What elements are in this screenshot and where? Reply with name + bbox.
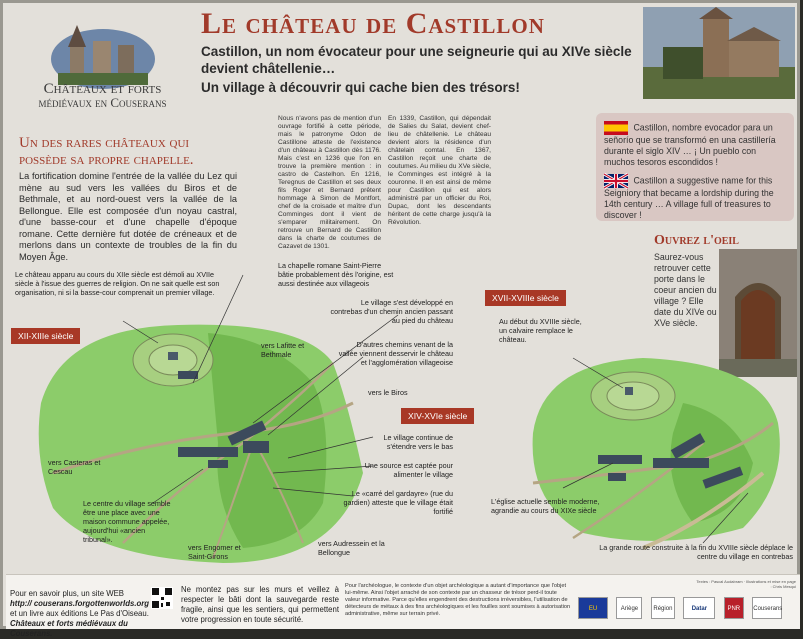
english-text: Castillon a suggestive name for this Seigniory that became a lordship during the 14th century … A village full of treasures to discover ! (604, 175, 774, 220)
note-route: La grande route construite à la fin du XVIIIe siècle déplace le centre du village en contrebas (599, 543, 793, 561)
spanish-text: Castillon, nombre evocador para un señorío que se transformó en una castillería durante el siglo XIV … ¡ Un pueblo con muchos tesoros escondidos ! (604, 122, 776, 167)
look-out-heading: Ouvrez l'oeil (654, 233, 739, 248)
safety-warning: Ne montez pas sur les murs et veillez à respecter le bâti dont la sauvegarde reste fragile, ainsi que les sentiers, qui permettent votre progression en toute sécurité. (181, 585, 339, 624)
era-badge-12-13: XII-XIIIe siècle (11, 328, 80, 344)
info-line-1: Pour en savoir plus, un site WEB (10, 589, 124, 598)
credits: Textes : Pascal Audabram · Illustrations et mise en page : Chris Mesqui (696, 579, 796, 589)
direction-biros: vers le Biros (368, 388, 408, 397)
pnr-logo: PNR (724, 597, 744, 619)
qr-code-icon[interactable] (151, 587, 173, 609)
note-source: Une source est captée pour alimenter le village (364, 461, 453, 479)
more-info (10, 589, 150, 639)
page-subtitle: Castillon, un nom évocateur pour une seigneurie qui au XIVe siècle devient châtellenie… (201, 44, 632, 76)
note-castle: Le château apparu au cours du XIIe siècle est démoli au XVIIe siècle à l'issue des guerres de religion. On ne sait quelle est son organisation, ni si la basse-cour comprenait un premier village. (15, 270, 220, 297)
note-path: Le village s'est développé en contrebas d'un chemin ancien passant au pied du château (330, 298, 453, 325)
look-out-text: Saurez-vous retrouver cette porte dans le coeur ancien du village ? Elle date du XIVe ou XVe siècle. (654, 252, 717, 328)
archaeology-notice: Pour l'archéologue, le contexte d'un objet archéologique a autant d'importance que l'objet lui-même. Ainsi l'objet arraché de son contexte par un chasseur de trésor perd-il toute valeur informative. Parce qu'elles engendrent des destructions irréversibles, l'utilisation de détecteurs de métaux à des fins archéologiques et les fouilles sont soumises à autorisation administrative, même sur terrain privé. (345, 583, 571, 617)
note-church: L'église actuelle semble moderne, agrandie au cours du XIXe siècle (491, 497, 600, 515)
direction-engomer: vers Engomer et Saint-Girons (188, 543, 241, 561)
note-chapel: La chapelle romane Saint-Pierre bâtie probablement dès l'origine, est aussi destinée aux villageois (278, 261, 394, 288)
note-lower: Le village continue de s'étendre vers le bas (383, 433, 453, 451)
direction-audressein: vers Audressein et la Bellongue (318, 539, 385, 557)
section-heading: Un des rares châteaux qui possède sa propre chapelle. (19, 135, 194, 168)
logo-line-2: médiévaux en Couserans (38, 95, 167, 110)
section-body: La fortification domine l'entrée de la vallée du Lez qui mène au sud vers les vallées du Biros et de Bethmale, et au nord-ouest vers la vallée de la Bellongue. Elle est composée d'un noyau castral, d'une basse-cour et d'une chapelle d'époque romane. Cette dernière fut dotée de créneaux et de merlons dans un contexte de troubles de la fin du Moyen Âge. (19, 171, 237, 262)
page-title: Le château de Castillon (201, 7, 545, 40)
datar-logo: Datar (683, 597, 715, 619)
book-title: Châteaux et forts médiévaux du Couserans. (10, 619, 128, 638)
history-column-1: Nous n'avons pas de mention d'un ouvrage fortifié à cette période, mais le patronyme Odon de Castillone atteste de l'existence d'un château à Castillon dès 1176. Mais c'est en 1236 que l'on en trouve la première mention : in castro de Castelhon. En 1216, Teregnus de Castillon et ses deux fils Roger et Bernard prêtent hommage à Simon de Montfort, chef de la croisade et maître d'un Comminges dont il vient de s'emparer militairement. On retrouve un Bernard de Castillon dans la charte de coutumes de Cazavet de 1301. (278, 115, 381, 250)
couserans-logo: Couserans (752, 597, 782, 619)
era-badge-17-18: XVII-XVIIIe siècle (485, 290, 566, 306)
website-link[interactable]: http:// couserans.forgottenworlds.org (10, 599, 150, 608)
region-logo: Région (651, 597, 675, 619)
note-calvaire: Au début du XVIIIe siècle, un calvaire remplace le château. (499, 317, 582, 344)
era-badge-14-16: XIV-XVIe siècle (401, 408, 474, 424)
history-column-2: En 1339, Castillon, qui dépendait de Salies du Salat, devient chef-lieu de châtellenie. Le château devient alors la résidence d'un châtelain comtal. En 1367, Castillon reçoit une charte de coutumes. Au milieu du XVe siècle, le Comminges est intégré à la couronne. Il en est ainsi de même pour Castillon qui est alors administré par un officier du Roi, Dupac, dont les descendants héritent de cette charge jusqu'à la Révolution. (388, 115, 491, 226)
eu-logo: EU (578, 597, 608, 619)
logo-line-1: Châteaux et forts (43, 81, 162, 97)
footer (6, 574, 800, 638)
page-tagline: Un village à découvrir qui cache bien des trésors! (201, 80, 520, 95)
note-centre: Le centre du village semble être une place avec une maison commune appelée, aujourd'hui «ancien tribunal». (83, 499, 171, 544)
direction-casteras: vers Casteras et Cescau (48, 458, 101, 476)
partner-logos (578, 597, 786, 619)
note-roads: D'autres chemins venant de la vallée viennent desservir le château et l'agglomération villageoise (338, 340, 453, 367)
info-line-3: et un livre aux éditions Le Pas d'Oiseau. (10, 609, 149, 618)
direction-lafitte: vers Lafitte et Bethmale (261, 341, 305, 359)
ariege-logo: Ariège (616, 597, 642, 619)
note-carre: Le «carré del gardayre» (rue du gardien) atteste que le village était fortifié (343, 489, 453, 516)
